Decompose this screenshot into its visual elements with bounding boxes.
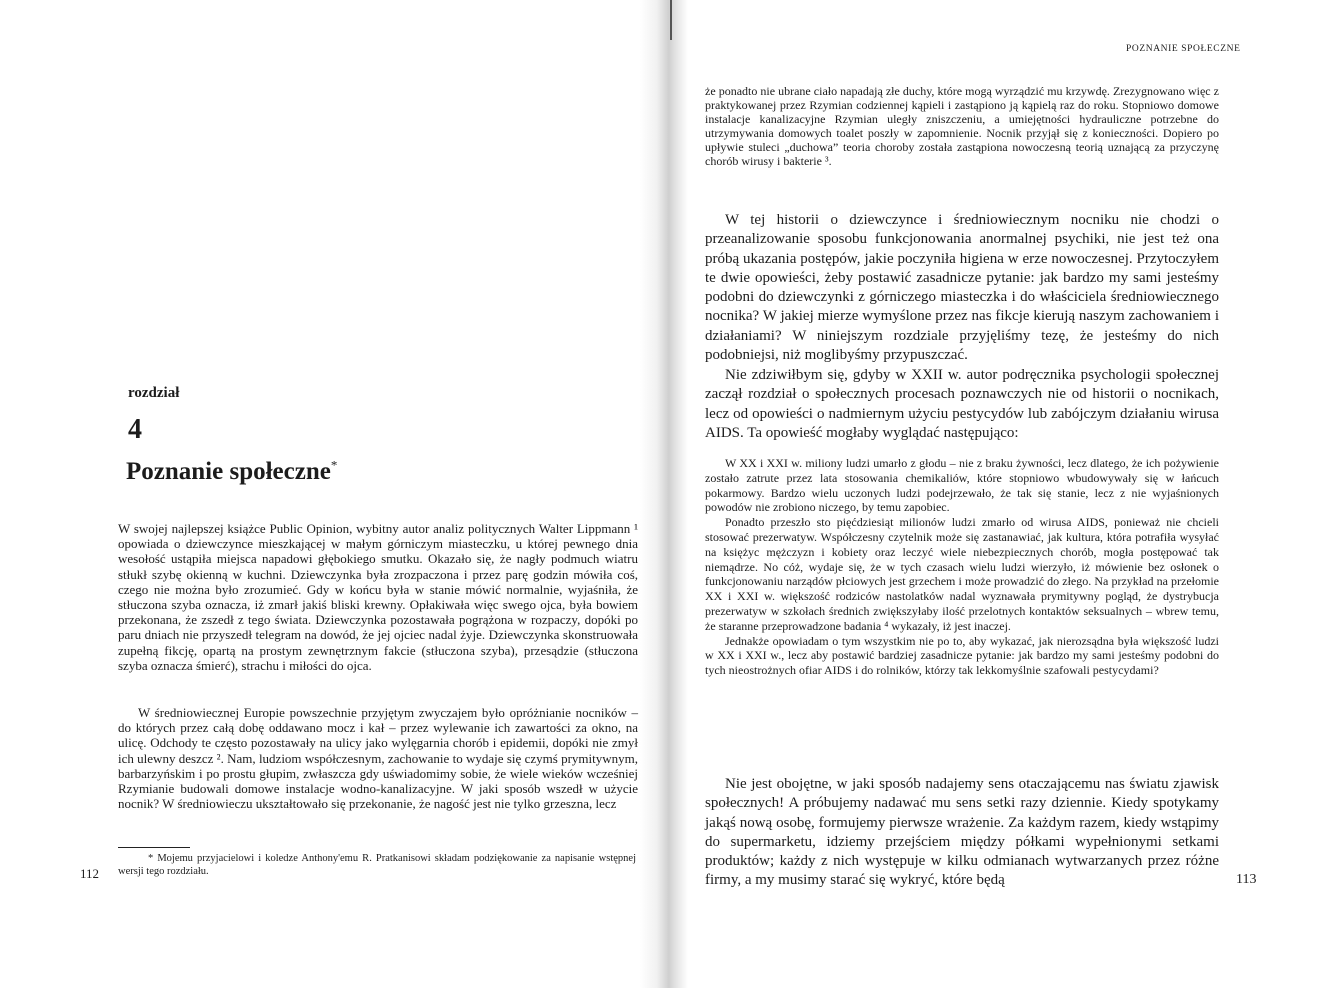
block-quote	[705, 456, 1219, 678]
quote-paragraph-2: Ponadto przeszło sto pięćdziesiąt milionów ludzi zmarło od wirusa AIDS, ponieważ nie chcieli stosować prezerwatyw. Współczesny czytelnik może się zastanawiać, jak kultura, która potrafiła wysyłać na księżyc mężczyzn i kobiety oraz leczyć wiele niebezpiecznych chorób, mogła postępować tak niemądrze. No cóż, wydaje się, że w tych czasach wielu ludzi wierzyło, iż mówienie bez osłonek o funkcjonowaniu narządów płciowych jest grzechem i może prowadzić do złego. Na przykład na przełomie XX i XXI w. większość rodziców nastolatków nadal wyznawała prymitywny pogląd, że dystrybucja prezerwatyw w szkołach średnich zwiększyłaby ilość przelotnych kontaktów seksualnych – wbrew temu, że staranne przeprowadzone badania ⁴ wykazały, iż jest inaczej.	[705, 515, 1219, 633]
chapter-title-footnote-mark: *	[330, 457, 338, 473]
running-head: POZNANIE SPOŁECZNE	[1126, 44, 1241, 54]
right-body-paragraph-3: Nie jest obojętne, w jaki sposób nadajemy sens otaczającemu nas światu zjawisk społecznych! A próbujemy nadawać mu sens setki razy dziennie. Kiedy spotykamy jakąś nową osobę, formujemy pierwsze wrażenie. Za każdym razem, kiedy wstąpimy do supermarketu, idziemy przejściem między półkami wypełnionymi setkami produktów; każdy z nich występuje w kilku odmianach wytwarzanych przez różne firmy, a my musimy starać się wykryć, które będą	[705, 776, 1219, 889]
left-body-paragraph-1: W swojej najlepszej książce Public Opinion, wybitny autor analiz politycznych Walter Lippmann ¹ opowiada o dziewczynce mieszkającej w małym górniczym miasteczku, u której pewnego dnia wesołość ustąpiła miejsca napadowi głębokiego smutku. Okazało się, że nagły podmuch wiatru stłukł szybę okienną w kuchni. Dziewczynka była zrozpaczona i przez parę godzin mówiła coś, czego nie można było zrozumieć. Gdy w końcu była w stanie mówić normalnie, wyjaśniła, że stłuczona szyba oznacza, iż zmarł jakiś bliski krewny. Opłakiwała więc swego ojca, była bowiem przekonana, że zszedł z tego świata. Dziewczynka pozostawała pogrążona w rozpaczy, dopóki po paru dniach nie przyszedł telegram na dowód, że jej ojciec nadal żyje. Dziewczynka skonstruowała zupełną fikcję, opartą na prostym zewnętrznym fakcie (stłuczona szyba), przesądzie (stłuczona szyba oznacza śmierć), strachu i miłości do ojca.	[118, 521, 638, 673]
chapter-title-text: Poznanie społeczne	[126, 458, 331, 485]
continuation-paragraph: że ponadto nie ubrane ciało napadają złe duchy, które mogą wyrządzić mu krzywdę. Zrezygnowano więc z praktykowanej przez Rzymian codziennej kąpieli i zastąpiono ją kąpielą raz do roku. Stopniowo domowe instalacje kanalizacyjne Rzymian uległy zniszczeniu, a umiejętności hydrauliczne potrzebne do utrzymywania domowych toalet poszły w zapomnienie. Nocnik przyjął się z konieczności. Dopiero po upływie stuleci „duchowa” teoria choroby została zastąpiona nowoczesną teorią uznającą za przyczynę chorób wirusy i bakterie ³.	[705, 84, 1219, 169]
page-number-right: 113	[1236, 872, 1257, 887]
left-body-paragraph-2: W średniowiecznej Europie powszechnie przyjętym zwyczajem było opróżnianie nocników – do których przez całą dobę oddawano mocz i kał – przez wylewanie ich zawartości za okno, na ulicę. Odchody te często pozostawały na ulicy jako wylęgarnia chorób i epidemii, dopóki nie zmył ich ulewny deszcz ². Nam, ludziom współczesnym, zachowanie to wydaje się czymś prymitywnym, barbarzyńskim i po prostu głupim, zwłaszcza gdy uświadomimy sobie, że wiele wieków wcześniej Rzymianie budowali domowe instalacje wodno-kanalizacyjne. W jaki sposób wszedł w użycie nocnik? W średniowieczu ukształtowało się przekonanie, że nagość jest nie tylko grzeszna, lecz	[118, 705, 638, 812]
chapter-title	[126, 458, 337, 486]
chapter-number: 4	[128, 414, 142, 445]
right-body-paragraph-1: W tej historii o dziewczynce i średniowiecznym nocniku nie chodzi o przeanalizowanie sposobu funkcjonowania anormalnej psychiki, nie jest też ona próbą ukazania postępów, jakie poczyniła higiena w erze nowoczesnej. Przytoczyłem te dwie opowieści, żeby postawić zasadnicze pytanie: jak bardzo my sami jesteśmy podobni do dziewczynki z górniczego miasteczka i do właściciela średniowiecznego nocnika? W jakiej mierze wymyślone przez nas fikcje kierują naszym zachowaniem i działaniami? W niniejszym rozdziale przyjęliśmy tezę, że jesteśmy do nich podobniejsi, niż moglibyśmy przypuszczać.	[705, 212, 1219, 364]
page-number-left: 112	[80, 866, 100, 881]
chapter-label: rozdział	[128, 385, 180, 401]
footnote-rule	[118, 847, 190, 848]
book-gutter	[640, 0, 688, 988]
quote-paragraph-3: Jednakże opowiadam o tym wszystkim nie po to, aby wykazać, jak nierozsądna była większość ludzi w XX i XXI w., lecz aby postawić bardziej zasadnicze pytanie: jak bardzo my sami jesteśmy podobni do tych nieostrożnych ofiar AIDS i do rolników, którzy tak lekkomyślnie szafowali pestycydami?	[705, 633, 1219, 678]
gutter-shadow-line	[670, 0, 672, 40]
right-body-paragraph-2: Nie zdziwiłbym się, gdyby w XXII w. autor podręcznika psychologii społecznej zaczął rozdział o społecznych procesach poznawczych nie od historii o nocnikach, lecz od opowieści o nadmiernym użyciu pestycydów lub zabójczym działaniu wirusa AIDS. Ta opowieść mogłaby wyglądać następująco:	[705, 367, 1219, 441]
quote-paragraph-1: W XX i XXI w. miliony ludzi umarło z głodu – nie z braku żywności, lecz dlatego, że ich pożywienie zostało zatrute przez lata stosowania chemikaliów, które stopniowo wbudowywały się w łańcuch pokarmowy. Bardzo wielu uczonych ludzi podejrzewało, że tak się stanie, lecz z nie wyjaśnionych powodów nie zrobiono niczego, by temu zapobiec.	[705, 456, 1219, 515]
footnote: * Mojemu przyjacielowi i koledze Anthony'emu R. Pratkanisowi składam podziękowanie za napisanie wstępnej wersji tego rozdziału.	[118, 853, 636, 877]
